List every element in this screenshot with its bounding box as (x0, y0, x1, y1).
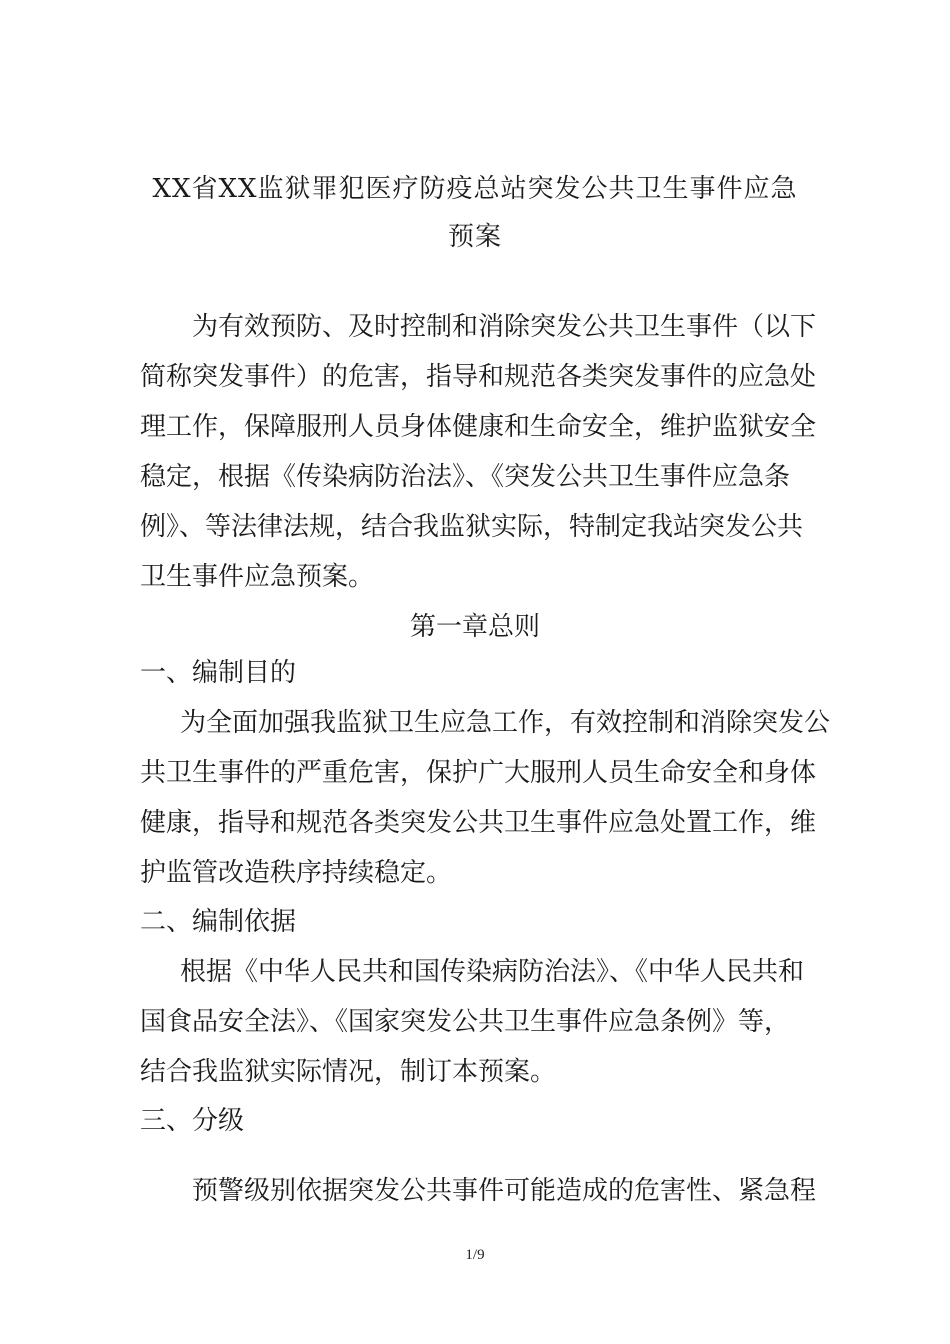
section-3 (140, 1096, 820, 1146)
paragraph-line: 为全面加强我监狱卫生应急工作，有效控制和消除突发公 (180, 708, 831, 738)
paragraph-line: 护监管改造秩序持续稳定。 (140, 858, 453, 888)
section-3-paragraph (140, 1166, 820, 1216)
intro-paragraph (140, 302, 820, 602)
page-number: 1/9 (465, 1247, 485, 1263)
paragraph-line: 健康，指导和规范各类突发公共卫生事件应急处置工作，维 (140, 808, 817, 838)
section-1 (140, 648, 831, 898)
paragraph-line: 卫生事件应急预案。 (140, 562, 375, 592)
section-2 (140, 897, 820, 1097)
section-heading: 一、编制目的 (140, 658, 297, 688)
paragraph-line: 为有效预防、及时控制和消除突发公共卫生事件（以下 (192, 312, 817, 342)
document-title-line-2: 预案 (447, 222, 502, 252)
paragraph-line: 结合我监狱实际情况，制订本预案。 (140, 1057, 557, 1087)
paragraph-line: 例》、等法律法规，结合我监狱实际，特制定我站突发公共 (140, 512, 804, 542)
chapter-title: 第一章总则 (409, 612, 540, 642)
paragraph-line: 根据《中华人民共和国传染病防治法》、《中华人民共和 (180, 957, 805, 987)
paragraph-line: 预警级别依据突发公共事件可能造成的危害性、紧急程 (192, 1176, 817, 1206)
paragraph-line: 稳定，根据《传染病防治法》、《突发公共卫生事件应急条 (140, 462, 791, 492)
paragraph-line: 共卫生事件的严重危害，保护广大服刑人员生命安全和身体 (140, 758, 817, 788)
section-heading: 三、分级 (140, 1106, 245, 1136)
paragraph-line: 简称突发事件）的危害，指导和规范各类突发事件的应急处 (140, 362, 817, 392)
document-title-line-1: XX省XX监狱罪犯医疗防疫总站突发公共卫生事件应急 (152, 174, 798, 204)
section-heading: 二、编制依据 (140, 907, 297, 937)
paragraph-line: 理工作，保障服刑人员身体健康和生命安全，维护监狱安全 (140, 412, 817, 442)
paragraph-line: 国食品安全法》、《国家突发公共卫生事件应急条例》等， (140, 1007, 791, 1037)
